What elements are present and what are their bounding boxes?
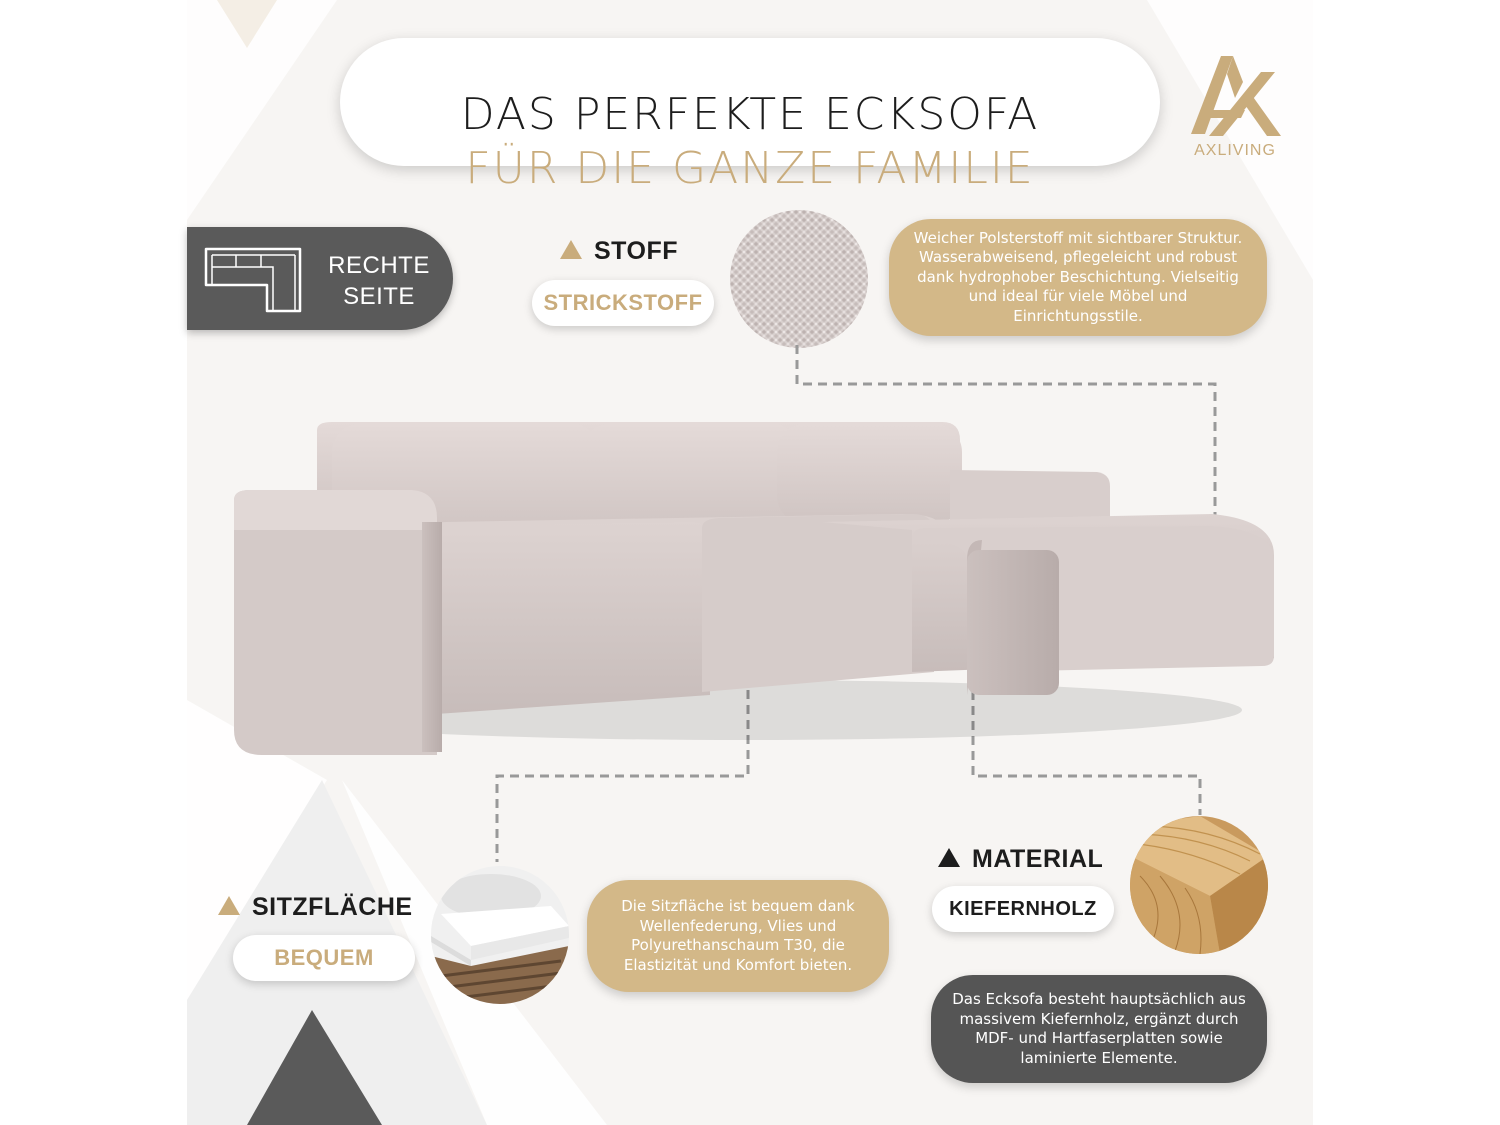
corner-sofa-image [222, 410, 1282, 760]
title-line-1: DAS PERFEKTE ECKSOFA [460, 89, 1040, 140]
sitzflaeche-chip: BEQUEM [233, 935, 415, 981]
triangle-bullet-icon [938, 848, 960, 867]
stoff-heading-text: STOFF [594, 237, 678, 265]
triangle-bullet-icon [218, 896, 240, 915]
seat-layers-image [431, 866, 569, 1004]
pine-wood-image [1130, 816, 1268, 954]
sitzflaeche-heading-text: SITZFLÄCHE [252, 893, 413, 921]
material-description-box [931, 975, 1267, 1083]
material-description: Das Ecksofa besteht hauptsächlich aus massivem Kiefernholz, ergänzt durch MDF- und Hartfaserplatten sowie laminierte Elemente. [952, 990, 1246, 1067]
title-line-2: FÜR DIE GANZE FAMILIE [465, 143, 1035, 194]
stoff-chip: STRICKSTOFF [532, 280, 714, 326]
sitzflaeche-heading [218, 893, 413, 922]
material-heading-text: MATERIAL [972, 845, 1104, 873]
stoff-description: Weicher Polsterstoff mit sichtbarer Struktur. Wasserabweisend, pflegeleicht und robust dank hydrophober Beschichtung. Vielseitig und ideal für viele Möbel und Einrichtungsstile. [913, 228, 1243, 325]
sitzflaeche-description: Die Sitzfläche ist bequem dank Wellenfederung, Vlies und Polyurethanschaum T30, die Elastizität und Komfort bieten. [621, 897, 855, 974]
material-chip: KIEFERNHOLZ [932, 886, 1114, 932]
side-label-line-1: RECHTE [328, 252, 430, 279]
brand-name: AXLIVING [1194, 142, 1276, 159]
sitzflaeche-description-box [587, 880, 889, 992]
side-label-line-2: SEITE [343, 283, 415, 310]
material-heading [938, 845, 1103, 874]
